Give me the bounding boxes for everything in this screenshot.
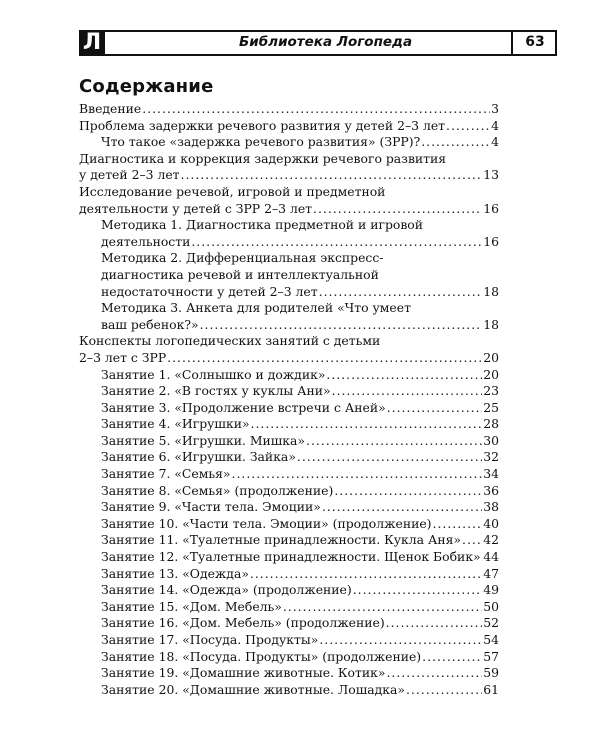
dot-leader	[482, 549, 483, 566]
toc-entry-last-line	[101, 433, 499, 450]
toc-entry	[79, 101, 499, 118]
toc-page-number: 59	[483, 665, 499, 681]
toc-page-number: 61	[483, 681, 499, 697]
toc-entry-title-line: Занятие 17. «Посуда. Продукты»	[101, 632, 319, 647]
toc-entry-last-line	[101, 599, 499, 616]
toc-entry-last-line	[101, 566, 499, 583]
toc-page-number: 18	[483, 283, 499, 299]
table-of-contents	[79, 101, 499, 698]
toc-page-number: 44	[483, 549, 499, 565]
toc-entry	[79, 400, 499, 417]
toc-page-number: 34	[483, 466, 499, 482]
toc-entry	[79, 516, 499, 533]
toc-entry-title-line: Занятие 12. «Туалетные принадлежности. Щенок Бобик»	[101, 549, 481, 565]
toc-entry-title-line: Занятие 18. «Посуда. Продукты» (продолжение)	[101, 648, 422, 664]
toc-entry-title-line: Методика 2. Дифференциальная экспресс-	[101, 250, 384, 266]
toc-entry	[79, 134, 499, 151]
dot-leader	[326, 367, 482, 384]
toc-entry	[79, 118, 499, 135]
toc-entry-last-line	[101, 134, 499, 151]
dot-leader	[406, 682, 482, 699]
toc-entry-last-line	[101, 532, 499, 549]
toc-entry	[79, 566, 499, 583]
toc-entry	[79, 367, 499, 384]
toc-entry-title-line: Занятие 1. «Солнышко и дождик»	[101, 366, 326, 382]
toc-entry-last-line	[101, 234, 499, 251]
toc-page-number: 28	[483, 416, 499, 432]
toc-entry-title-line: Занятие 4. «Игрушки»	[101, 416, 250, 432]
toc-entry-last-line	[79, 118, 499, 135]
toc-entry	[79, 549, 499, 566]
toc-page-number: 4	[491, 134, 499, 150]
toc-entry-title-line: Методика 3. Анкета для родителей «Что умеет	[101, 300, 411, 316]
toc-page-number: 49	[483, 582, 499, 598]
toc-page-number: 25	[483, 399, 499, 415]
toc-entry	[79, 582, 499, 599]
toc-heading: Содержание	[79, 76, 214, 97]
toc-entry	[79, 433, 499, 450]
toc-entry-title-line: Занятие 8. «Семья» (продолжение)	[101, 482, 334, 498]
toc-page-number: 18	[483, 316, 499, 332]
toc-page-number: 4	[491, 117, 499, 133]
toc-entry-last-line	[101, 632, 499, 649]
toc-entry-title-line: Занятие 11. «Туалетные принадлежности. Кукла Аня»	[101, 532, 462, 548]
toc-entry-title-line: Занятие 19. «Домашние животные. Котик»	[101, 665, 386, 681]
toc-page-number: 13	[483, 167, 499, 183]
dot-leader	[334, 483, 482, 500]
toc-entry-last-line	[79, 350, 499, 367]
dot-leader	[167, 350, 482, 367]
toc-page-number: 52	[483, 615, 499, 631]
toc-entry-title-line: Конспекты логопедических занятий с детьми	[79, 333, 381, 349]
dot-leader	[332, 383, 483, 400]
toc-entry-title-line: Занятие 10. «Части тела. Эмоции» (продолжение)	[101, 515, 432, 531]
toc-page-number: 20	[483, 349, 499, 365]
toc-entry-last-line	[101, 499, 499, 516]
toc-entry-title-line: Занятие 9. «Части тела. Эмоции»	[101, 499, 321, 515]
toc-entry-title-line: Занятие 20. «Домашние животные. Лошадка»	[101, 681, 405, 697]
toc-entry-title-line: Занятие 6. «Игрушки. Зайка»	[101, 449, 296, 465]
toc-entry-title-line: недостаточности у детей 2–3 лет	[101, 283, 318, 299]
toc-entry-last-line	[101, 317, 499, 334]
toc-page-number: 47	[483, 565, 499, 581]
toc-entry-last-line	[101, 649, 499, 666]
toc-entry-last-line	[79, 201, 499, 218]
toc-entry-title-line: диагностика речевой и интеллектуальной	[101, 266, 379, 282]
toc-entry	[79, 649, 499, 666]
dot-leader	[191, 234, 482, 251]
toc-entry-last-line	[101, 665, 499, 682]
dot-leader	[446, 118, 490, 135]
toc-entry-title-line: Занятие 14. «Одежда» (продолжение)	[101, 582, 352, 598]
toc-entry	[79, 416, 499, 433]
dot-leader	[181, 167, 483, 184]
dot-leader	[319, 632, 482, 649]
toc-entry-last-line	[101, 615, 499, 632]
toc-entry-title-line: Занятие 2. «В гостях у куклы Ани»	[101, 383, 331, 399]
toc-page-number: 54	[483, 632, 499, 647]
header-divider	[511, 30, 513, 56]
toc-entry-last-line	[101, 516, 499, 533]
dot-leader	[322, 499, 482, 516]
toc-page-number: 42	[483, 532, 499, 548]
toc-entry-last-line	[101, 682, 499, 699]
toc-entry	[79, 449, 499, 466]
toc-entry	[79, 682, 499, 699]
toc-entry	[79, 466, 499, 483]
toc-page-number: 20	[483, 366, 499, 382]
toc-entry-title-line: Занятие 13. «Одежда»	[101, 565, 249, 581]
dot-leader	[250, 566, 482, 583]
toc-entry-title-line: ваш ребенок?»	[101, 316, 199, 332]
toc-entry-title-line: Занятие 16. «Дом. Мебель» (продолжение)	[101, 615, 385, 631]
dot-leader	[386, 665, 482, 682]
toc-entry	[79, 217, 499, 250]
toc-entry-last-line	[101, 416, 499, 433]
toc-entry	[79, 599, 499, 616]
toc-entry	[79, 632, 499, 649]
dot-leader	[232, 466, 483, 483]
toc-entry-title-line: Методика 1. Диагностика предметной и игровой	[101, 217, 424, 233]
series-logo: Л	[79, 30, 105, 56]
toc-page-number: 50	[483, 598, 499, 614]
page-number: 63	[525, 34, 545, 50]
toc-entry	[79, 532, 499, 549]
dot-leader	[283, 599, 482, 616]
toc-page-number: 57	[483, 648, 499, 664]
toc-entry	[79, 383, 499, 400]
toc-entry-last-line	[101, 449, 499, 466]
dot-leader	[462, 532, 482, 549]
toc-entry	[79, 499, 499, 516]
toc-entry-title-line: деятельности	[101, 233, 191, 249]
toc-entry-title-line: Занятие 7. «Семья»	[101, 466, 231, 482]
dot-leader	[297, 449, 482, 466]
toc-page-number: 16	[483, 200, 499, 216]
toc-entry-title-line: Введение	[79, 101, 142, 116]
toc-page-number: 40	[483, 515, 499, 531]
toc-entry-last-line	[101, 466, 499, 483]
toc-entry-title-line: Занятие 15. «Дом. Мебель»	[101, 598, 282, 614]
running-header	[79, 30, 545, 56]
toc-entry-last-line	[79, 101, 499, 118]
dot-leader	[387, 400, 483, 417]
toc-entry	[79, 665, 499, 682]
toc-entry-title-line: Диагностика и коррекция задержки речевого развития	[79, 150, 447, 166]
toc-entry	[79, 250, 499, 300]
toc-entry	[79, 333, 499, 366]
dot-leader	[433, 516, 483, 533]
toc-entry	[79, 184, 499, 217]
toc-page-number: 32	[483, 449, 499, 465]
toc-entry-title-line: Проблема задержки речевого развития у детей 2–3 лет	[79, 117, 446, 133]
toc-entry	[79, 151, 499, 184]
toc-page-number: 36	[483, 482, 499, 498]
dot-leader	[319, 284, 483, 301]
toc-page-number: 38	[483, 499, 499, 515]
toc-entry-title-line: Что такое «задержка речевого развития» (ЗРР)?	[101, 134, 421, 150]
toc-entry-title-line: Занятие 5. «Игрушки. Мишка»	[101, 432, 306, 448]
toc-entry-last-line	[101, 383, 499, 400]
toc-entry	[79, 615, 499, 632]
series-title: Библиотека Логопеда	[239, 34, 413, 50]
toc-page-number: 30	[483, 432, 499, 448]
toc-entry-last-line	[101, 483, 499, 500]
dot-leader	[313, 201, 482, 218]
dot-leader	[306, 433, 482, 450]
toc-entry-last-line	[101, 400, 499, 417]
dot-leader	[422, 649, 482, 666]
dot-leader	[251, 416, 483, 433]
toc-entry-title-line: 2–3 лет с ЗРР	[79, 349, 167, 365]
dot-leader	[353, 582, 483, 599]
toc-entry-last-line	[101, 367, 499, 384]
toc-entry-title-line: у детей 2–3 лет	[79, 167, 180, 183]
toc-entry-title-line: деятельности у детей с ЗРР 2–3 лет	[79, 200, 313, 216]
dot-leader	[386, 615, 483, 632]
toc-entry-last-line	[79, 167, 499, 184]
toc-entry-title-line: Исследование речевой, игровой и предметной	[79, 183, 386, 199]
toc-entry-last-line	[101, 582, 499, 599]
dot-leader	[200, 317, 483, 334]
toc-entry	[79, 300, 499, 333]
toc-page-number: 23	[483, 383, 499, 399]
toc-entry-last-line	[101, 284, 499, 301]
dot-leader	[142, 101, 490, 118]
toc-page-number: 16	[483, 233, 499, 249]
toc-entry-last-line	[101, 549, 499, 566]
dot-leader	[421, 134, 490, 151]
toc-entry	[79, 483, 499, 500]
toc-page-number: 3	[491, 101, 499, 116]
toc-entry-title-line: Занятие 3. «Продолжение встречи с Аней»	[101, 399, 386, 415]
